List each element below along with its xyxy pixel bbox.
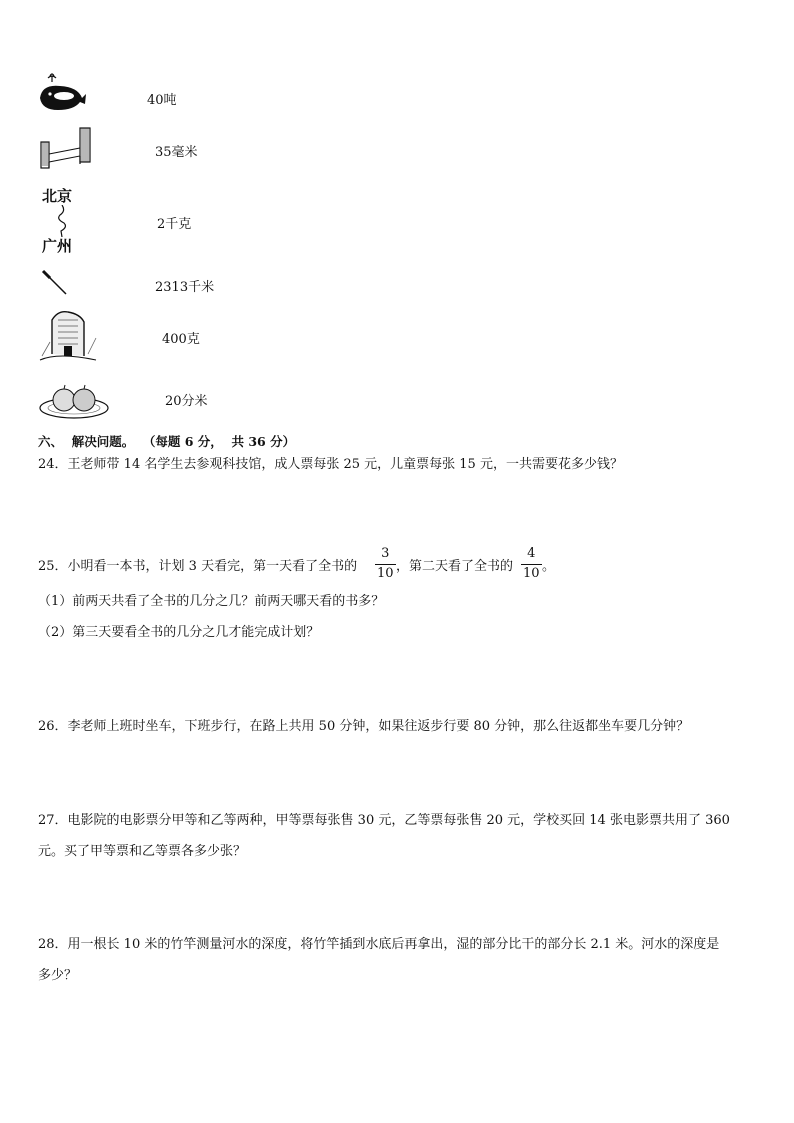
- question-24: 24．王老师带 14 名学生去参观科技馆，成人票每张 25 元，儿童票每张 15 元，一共需要花多少钱？: [38, 457, 623, 472]
- route-map-icon: [40, 185, 82, 255]
- question-25-part-a: 25．小明看一本书，计划 3 天看完，第一天看了全书的: [38, 559, 358, 574]
- fraction-numerator: 3: [381, 546, 390, 561]
- map-label-beijing: 北京: [42, 187, 73, 205]
- unit-label: 2313千米: [155, 280, 215, 295]
- pin-icon: [40, 268, 70, 298]
- whale-icon: [38, 72, 88, 112]
- question-27-line-2: 元。买了甲等票和乙等票各多少张？: [38, 844, 247, 859]
- question-27-line-1: 27．电影院的电影票分甲等和乙等两种，甲等票每张售 30 元，乙等票每张售 20 元，学校买回 14 张电影票共用了 360: [38, 813, 730, 828]
- unit-label: 2千克: [157, 217, 192, 232]
- question-25-sub-2: （2）第三天要看全书的几分之几才能完成计划？: [38, 625, 320, 640]
- fraction-numerator: 4: [527, 546, 536, 561]
- question-25-part-b: ，第二天看了全书的: [396, 559, 514, 574]
- unit-label: 400克: [162, 332, 200, 347]
- fraction-denominator: 10: [377, 566, 394, 581]
- question-28-line-2: 多少？: [38, 968, 78, 983]
- map-label-guangzhou: 广州: [42, 237, 73, 255]
- fraction-4-10: [521, 546, 542, 582]
- fraction-3-10: [375, 546, 396, 582]
- section-title: 六、 解决问题。 （每题 6 分， 共 36 分）: [38, 434, 296, 449]
- question-28-line-1: 28．用一根长 10 米的竹竿测量河水的深度，将竹竿插到水底后再拿出，湿的部分比干的部分长 2.1 米。河水的深度是: [38, 937, 720, 952]
- building-icon: [38, 308, 98, 362]
- unit-label: 35毫米: [155, 145, 198, 160]
- question-25-part-c: 。: [542, 559, 556, 574]
- unit-label: 20分米: [165, 394, 208, 409]
- apples-plate-icon: [38, 378, 110, 420]
- question-25-sub-1: （1）前两天共看了全书的几分之几？前两天哪天看的书多？: [38, 594, 385, 609]
- fraction-denominator: 10: [523, 566, 540, 581]
- question-26: 26．李老师上班时坐车，下班步行，在路上共用 50 分钟，如果往返步行要 80 分钟，那么往返都坐车要几分钟？: [38, 719, 690, 734]
- bed-icon: [38, 124, 92, 170]
- unit-label: 40吨: [147, 93, 177, 108]
